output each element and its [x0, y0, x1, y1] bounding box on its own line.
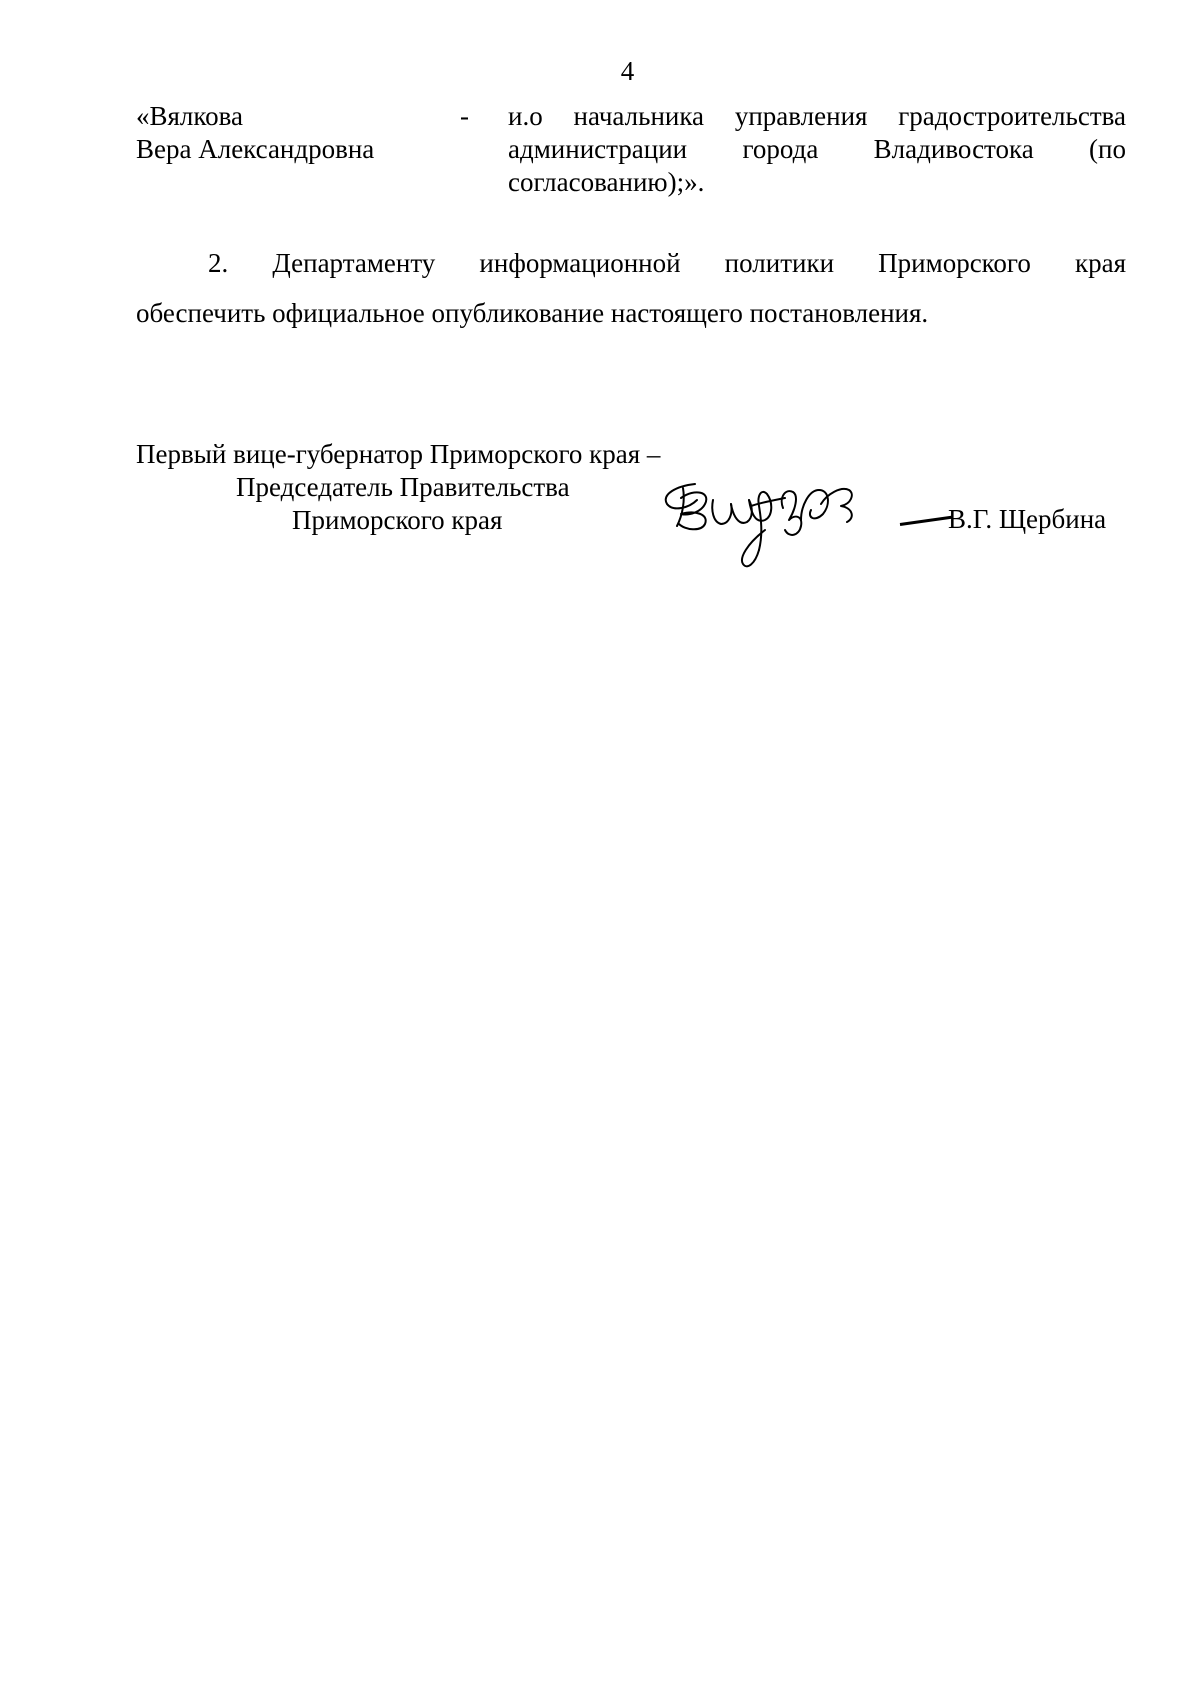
member-position-line: и.о начальника управления градостроительства — [508, 101, 1126, 131]
member-name-line: «Вялкова — [136, 101, 244, 131]
member-dash: - — [460, 101, 469, 131]
member-name-line: Вера Александровна — [136, 133, 375, 164]
member-position-line: согласованию);». — [508, 166, 705, 197]
member-position-line: администрации города Владивостока (по — [508, 133, 1126, 164]
signature-stroke — [900, 516, 952, 526]
paragraph-line: 2. Департаменту информационной политики Приморского края — [208, 248, 1126, 278]
signer-name-block — [900, 503, 1130, 543]
signer-title-line: Приморского края — [292, 504, 503, 535]
signer-title-line: Первый вице-губернатор Приморского края – — [136, 439, 661, 469]
paragraph-line: обеспечить официальное опубликование настоящего постановления. — [136, 298, 929, 328]
member-entry — [136, 100, 1126, 205]
member-name — [136, 100, 456, 166]
handwritten-signature — [655, 470, 900, 582]
member-position — [508, 100, 1126, 199]
signer-title-line: Председатель Правительства — [236, 471, 570, 502]
signer-name: В.Г. Щербина — [948, 504, 1107, 534]
paragraph-2 — [136, 238, 1126, 338]
page-number: 4 — [620, 56, 635, 86]
